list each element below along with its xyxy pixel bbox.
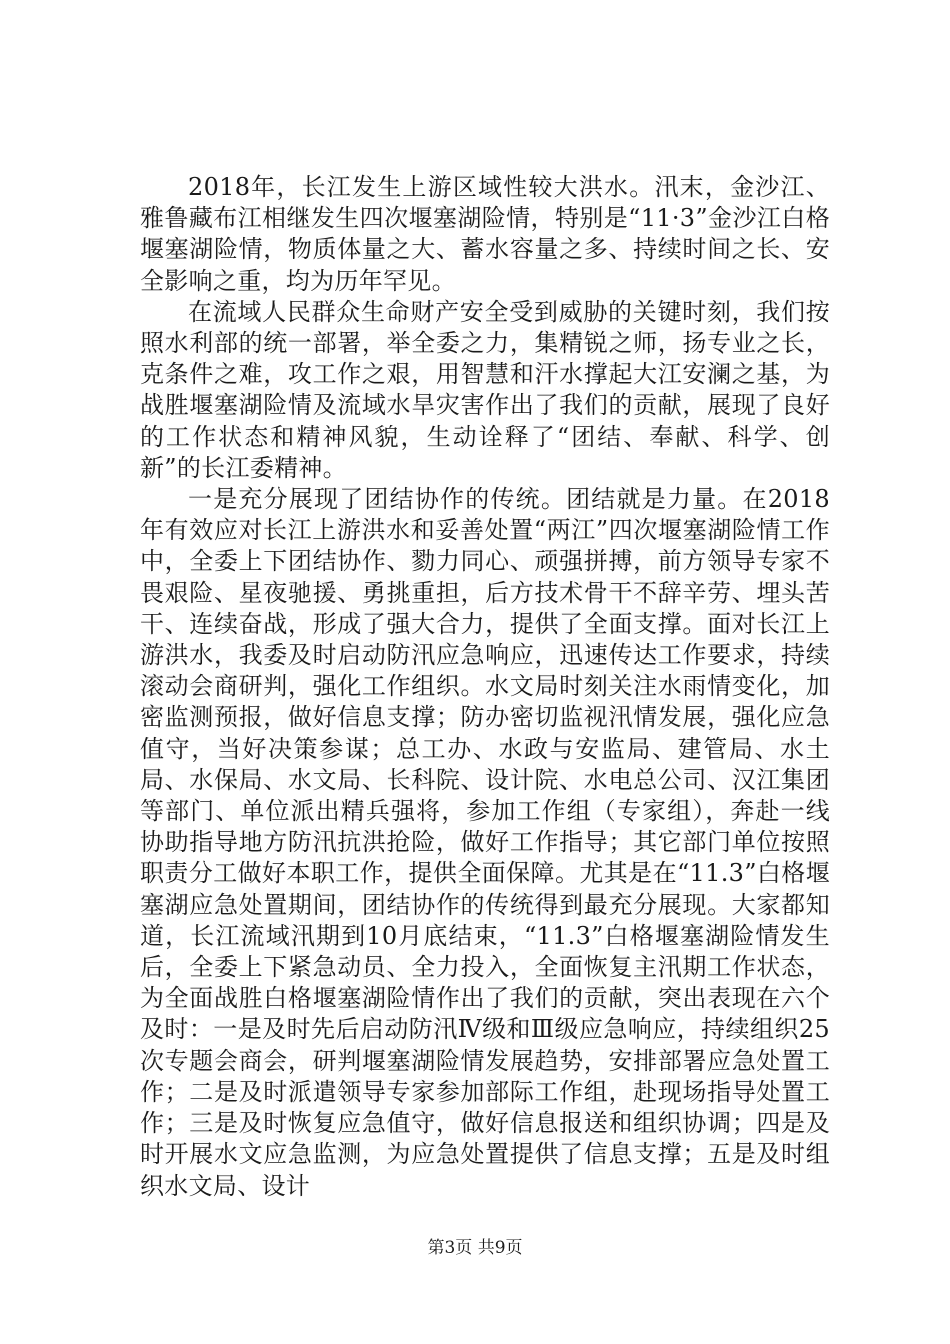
document-body [140, 172, 830, 1202]
paragraph-unity-tradition: 一是充分展现了团结协作的传统。团结就是力量。在2018年有效应对长江上游洪水和妥善处置“两江”四次堰塞湖险情工作中，全委上下团结协作、勠力同心、顽强拼搏，前方领导专家不畏艰险、星夜驰援、勇挑重担，后方技术骨干不辞辛劳、埋头苦干、连续奋战，形成了强大合力，提供了全面支撑。面对长江上游洪水，我委及时启动防汛应急响应，迅速传达工作要求，持续滚动会商研判，强化工作组织。水文局时刻关注水雨情变化，加密监测预报，做好信息支撑；防办密切监视汛情发展，强化应急值守，当好决策参谋；总工办、水政与安监局、建管局、水土局、水保局、水文局、长科院、设计院、水电总公司、汉江集团等部门、单位派出精兵强将，参加工作组（专家组），奔赴一线协助指导地方防汛抗洪抢险，做好工作指导；其它部门单位按照职责分工做好本职工作，提供全面保障。尤其是在“11.3”白格堰塞湖应急处置期间，团结协作的传统得到最充分展现。大家都知道，长江流域汛期到10月底结束，“11.3”白格堰塞湖险情发生后，全委上下紧急动员、全力投入，全面恢复主汛期工作状态，为全面战胜白格堰塞湖险情作出了我们的贡献，突出表现在六个及时：一是及时先后启动防汛Ⅳ级和Ⅲ级应急响应，持续组织25次专题会商会，研判堰塞湖险情发展趋势，安排部署应急处置工作；二是及时派遣领导专家参加部际工作组，赴现场指导处置工作；三是及时恢复应急值守，做好信息报送和组织协调；四是及时开展水文应急监测，为应急处置提供了信息支撑；五是及时组织水文局、设计 [140, 485, 830, 1200]
paragraph-key-moment: 在流域人民群众生命财产安全受到威胁的关键时刻，我们按照水利部的统一部署，举全委之力，集精锐之师，扬专业之长，克条件之难，攻工作之艰，用智慧和汗水撑起大江安澜之基，为战胜堰塞湖险情及流域水旱灾害作出了我们的贡献，展现了良好的工作状态和精神风貌，生动诠释了“团结、奉献、科学、创新”的长江委精神。 [140, 297, 830, 482]
paragraph-intro: 2018年，长江发生上游区域性较大洪水。汛末，金沙江、雅鲁藏布江相继发生四次堰塞湖险情，特别是“11·3”金沙江白格堰塞湖险情，物质体量之大、蓄水容量之多、持续时间之长、安全影响之重，均为历年罕见。 [140, 173, 830, 295]
page-number-footer: 第3页 共9页 [427, 1238, 523, 1258]
